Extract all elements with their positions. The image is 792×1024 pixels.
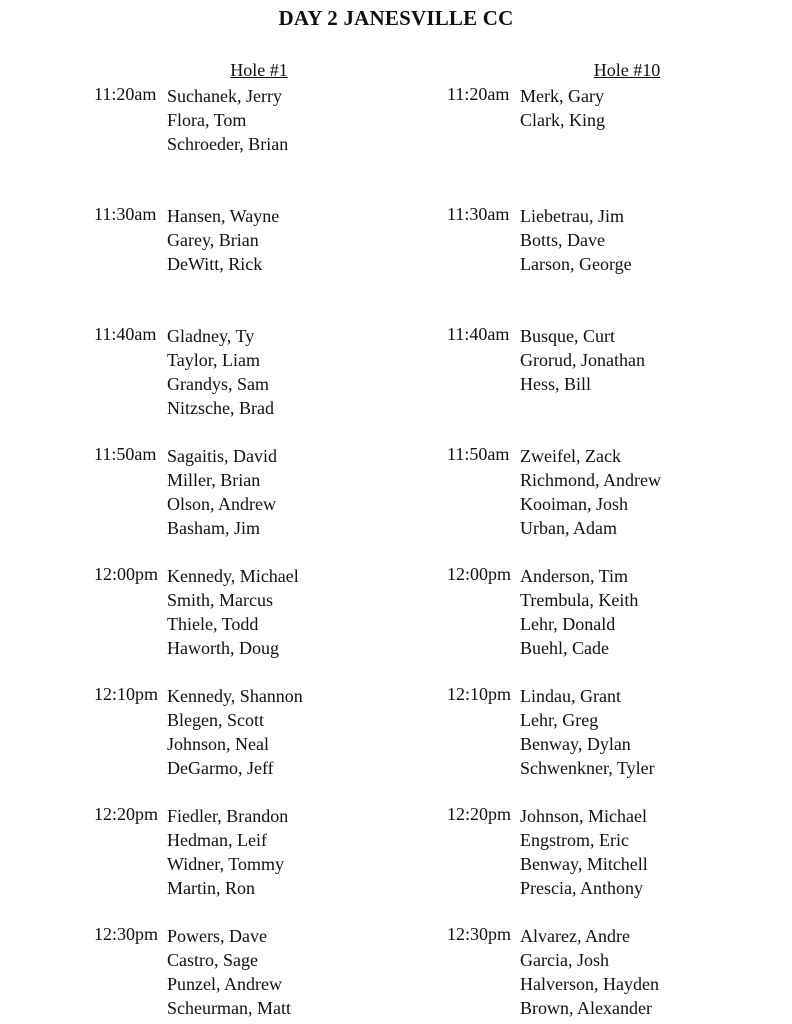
player-name: Hansen, Wayne [167,206,280,226]
tee-time: 11:50am [447,444,510,464]
player-name: Sagaitis, David [167,446,277,466]
tee-time: 12:20pm [94,804,159,824]
player-list [167,324,274,420]
player-name: Grorud, Jonathan [520,350,645,371]
player-name: Clark, King [520,110,605,131]
tee-time: 11:20am [447,84,510,104]
player-name: Anderson, Tim [520,566,629,586]
hole-10-heading: Hole #10 [593,60,661,80]
player-name: Hess, Bill [520,374,592,395]
player-list [520,204,632,276]
player-name: Buehl, Cade [520,638,609,659]
player-name: Trembula, Keith [520,590,639,611]
player-name: Powers, Dave [167,926,267,946]
player-name: Castro, Sage [167,950,258,971]
player-list [167,804,288,900]
player-name: Gladney, Ty [167,326,255,346]
tee-time: 12:10pm [94,684,159,704]
tee-time: 12:20pm [447,804,512,824]
player-name: Liebetrau, Jim [520,206,624,226]
tee-time: 12:30pm [447,924,512,944]
player-list [520,564,638,660]
player-name: Urban, Adam [520,518,617,539]
player-name: Lindau, Grant [520,686,621,706]
player-list [167,564,299,660]
player-name: Thiele, Todd [167,614,259,635]
tee-time: 12:00pm [94,564,159,584]
player-name: Halverson, Hayden [520,974,659,995]
player-name: Blegen, Scott [167,710,264,731]
player-name: Smith, Marcus [167,590,273,611]
player-name: Kennedy, Shannon [167,686,303,706]
player-name: Haworth, Doug [167,638,279,659]
player-list [167,204,279,276]
player-name: Punzel, Andrew [167,974,282,995]
tee-time: 11:40am [447,324,510,344]
tee-time: 12:10pm [447,684,512,704]
player-name: Benway, Dylan [520,734,631,755]
player-list [520,924,659,1020]
player-name: Schwenkner, Tyler [520,758,655,779]
player-name: Benway, Mitchell [520,854,648,875]
player-name: Merk, Gary [520,86,604,106]
player-name: Olson, Andrew [167,494,276,515]
player-name: Taylor, Liam [167,350,260,371]
tee-time: 12:30pm [94,924,159,944]
player-name: Johnson, Neal [167,734,269,755]
player-list [520,684,655,780]
player-list [520,84,605,132]
player-name: DeWitt, Rick [167,254,263,275]
player-list [520,324,645,396]
player-name: Zweifel, Zack [520,446,621,466]
player-name: Alvarez, Andre [520,926,630,946]
player-list [167,444,277,540]
player-name: Lehr, Donald [520,614,616,635]
player-name: Brown, Alexander [520,998,652,1019]
player-name: Garey, Brian [167,230,259,251]
tee-time: 11:20am [94,84,157,104]
tee-time: 11:30am [447,204,510,224]
player-name: Widner, Tommy [167,854,284,875]
player-name: Hedman, Leif [167,830,267,851]
tee-time: 11:40am [94,324,157,344]
player-name: Grandys, Sam [167,374,269,395]
player-list [167,684,303,780]
player-list [167,924,291,1020]
page-title: DAY 2 JANESVILLE CC [278,6,514,30]
hole-1-heading: Hole #1 [230,60,288,80]
player-name: Richmond, Andrew [520,470,661,491]
player-name: Scheurman, Matt [167,998,291,1019]
tee-time: 11:30am [94,204,157,224]
player-name: Johnson, Michael [520,806,647,826]
player-name: Botts, Dave [520,230,605,251]
player-list [520,444,661,540]
player-name: Nitzsche, Brad [167,398,274,419]
player-list [167,84,288,156]
player-name: Garcia, Josh [520,950,609,971]
player-name: Engstrom, Eric [520,830,629,851]
player-name: Fiedler, Brandon [167,806,289,826]
player-name: Busque, Curt [520,326,616,346]
player-name: DeGarmo, Jeff [167,758,274,779]
player-name: Flora, Tom [167,110,247,131]
player-name: Martin, Ron [167,878,255,899]
player-name: Kooiman, Josh [520,494,628,515]
player-name: Lehr, Greg [520,710,599,731]
tee-time: 12:00pm [447,564,512,584]
player-list [520,804,648,900]
player-name: Larson, George [520,254,632,275]
player-name: Kennedy, Michael [167,566,299,586]
player-name: Prescia, Anthony [520,878,643,899]
player-name: Schroeder, Brian [167,134,289,155]
player-name: Miller, Brian [167,470,261,491]
tee-time: 11:50am [94,444,157,464]
player-name: Basham, Jim [167,518,260,539]
player-name: Suchanek, Jerry [167,86,282,106]
